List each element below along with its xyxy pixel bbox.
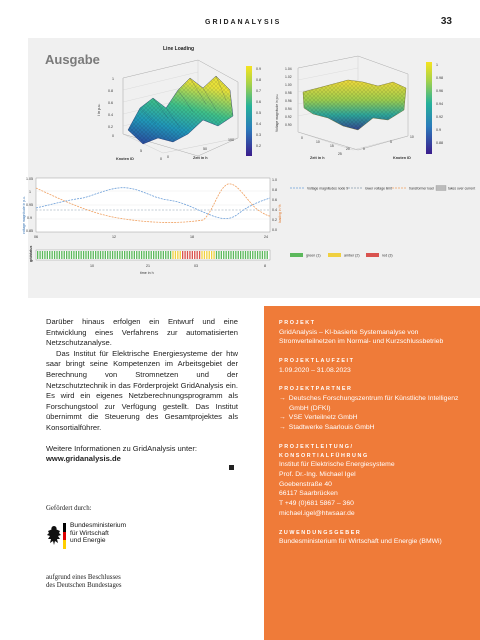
status-legend-label: red (3) [382, 253, 393, 258]
paragraph-2: Das Institut für Elektrische Energiesysteme der htw saar bringt seine Kompetenzen im Arbeitsgebiet der Berechnung von Stromnetzen und der Netzschutztechnik in das Förderprojekt GridAnalysis ein. Es wird ein eigenes Netzberechnungsprogramm als Forschungstool zur Verfügung gestellt. Das Institut übernimmt die Steuerung des Gesamtprojektes als Konsortialführer. [46, 348, 238, 432]
sponsor-label: Gefördert durch: [46, 505, 92, 512]
status-bar [44, 251, 45, 259]
ministry-line: für Wirtschaft [70, 529, 109, 537]
bmwi-logo [46, 521, 166, 571]
x-tick: 24 [264, 235, 268, 239]
x-tick: 03 [194, 264, 198, 268]
colorbar-tick: 0.5 [256, 111, 261, 115]
z-tick: 1.00 [285, 83, 292, 87]
status-bar [68, 251, 69, 259]
status-bar [56, 251, 57, 259]
x-tick: 8 [264, 264, 266, 268]
status-bar [73, 251, 74, 259]
y-tick-left: 1 [29, 190, 31, 194]
lead-email[interactable]: michael.igel@htwsaar.de [279, 510, 355, 518]
x-tick: 20 [346, 147, 350, 151]
status-bar [59, 251, 60, 259]
status-bar [153, 251, 154, 259]
eagle-icon [46, 523, 62, 553]
status-bar [211, 251, 212, 259]
x-tick: 0 [160, 157, 162, 161]
status-bar [151, 251, 152, 259]
status-bar [158, 251, 159, 259]
body-text [46, 317, 238, 465]
status-legend-label: amber (2) [344, 253, 360, 258]
colorbar-tick: 0.3 [256, 133, 261, 137]
status-bar [233, 251, 234, 259]
y-tick-right: 0.6 [272, 198, 277, 202]
right-y-label: Knoten ID [393, 156, 411, 160]
page-number: 33 [440, 16, 452, 27]
line-chart-y-label-right: loading in % [278, 204, 282, 223]
z-tick: 0.90 [285, 123, 292, 127]
arrow-right-icon: → [279, 394, 286, 402]
y-tick: 5 [390, 140, 392, 144]
status-bar [155, 251, 156, 259]
status-bar [245, 251, 246, 259]
sponsor-block [46, 505, 226, 590]
arrow-right-icon: → [279, 414, 286, 422]
status-bar [182, 251, 183, 259]
line-loading-plot [97, 46, 261, 161]
voltage-loading-line-chart [22, 177, 282, 239]
status-legend [290, 253, 393, 258]
status-bar [267, 251, 268, 259]
status-bar [143, 251, 144, 259]
status-bar [54, 251, 55, 259]
partner-item [279, 394, 466, 414]
ministry-line: Bundesministerium [70, 522, 127, 529]
status-bar [252, 251, 253, 259]
project-title: PROJEKT [279, 320, 316, 326]
status-bar [71, 251, 72, 259]
german-flag [63, 523, 66, 549]
partner-name: Deutsches Forschungszentrum für Künstliche Intelligenz GmbH (DFKI) [288, 394, 459, 412]
colorbar-tick: 0.9 [436, 128, 441, 132]
z-tick: 1.04 [285, 67, 292, 71]
z-tick: 0.98 [285, 91, 292, 95]
status-bar [81, 251, 82, 259]
status-bar [134, 251, 135, 259]
status-bar [238, 251, 239, 259]
status-bar [216, 251, 217, 259]
colorbar-tick: 0.94 [436, 102, 443, 106]
funder-title: ZUWENDUNGSGEBER [279, 529, 362, 536]
partner-name: Stadtwerke Saarlouis GmbH [288, 424, 375, 432]
status-bar [226, 251, 227, 259]
status-bar [199, 251, 200, 259]
status-x-label: time in h [140, 271, 154, 275]
status-bar [175, 251, 176, 259]
partners-list [279, 394, 466, 433]
status-bar [184, 251, 185, 259]
status-bar [37, 251, 38, 259]
status-bar [126, 251, 127, 259]
z-tick: 0.8 [108, 89, 113, 93]
status-bar [88, 251, 89, 259]
reason-line: aufgrund eines Beschlusses [46, 574, 121, 581]
status-bar [259, 251, 260, 259]
status-bar [141, 251, 142, 259]
status-bar [146, 251, 147, 259]
x-tick: 10 [316, 140, 320, 144]
status-bar [124, 251, 125, 259]
lead-title-2: KONSORTIALFÜHRUNG [279, 452, 369, 459]
status-bar [262, 251, 263, 259]
y-tick-left: 0.85 [26, 229, 33, 233]
status-bar [242, 251, 243, 259]
more-info-text: Weitere Informationen zu GridAnalysis unter: [46, 443, 197, 453]
left-y-label: Zeit in h [193, 156, 208, 160]
status-bar [201, 251, 202, 259]
status-bar [189, 251, 190, 259]
status-bar [129, 251, 130, 259]
status-bar [264, 251, 265, 259]
status-bar [100, 251, 101, 259]
status-bar [131, 251, 132, 259]
z-tick: 0.2 [108, 125, 113, 129]
duration-value: 1.09.2020 – 31.08.2023 [279, 366, 351, 374]
status-bar [221, 251, 222, 259]
status-bar [197, 251, 198, 259]
status-bar [114, 251, 115, 259]
voltage-magnitude-plot [275, 56, 443, 160]
colorbar-tick: 0.7 [256, 89, 261, 93]
status-bar [47, 251, 48, 259]
reason-line: des Deutschen Bundestages [46, 582, 122, 590]
funder-value: Bundesministerium für Wirtschaft und Energie (BMWi) [279, 538, 442, 546]
y-tick: 50 [203, 147, 207, 151]
status-bar [255, 251, 256, 259]
legend-label: takes over current [448, 186, 476, 191]
x-tick: 25 [338, 152, 342, 156]
x-tick: 21 [146, 264, 150, 268]
status-bar [107, 251, 108, 259]
status-bar [117, 251, 118, 259]
project-info-sidebar [264, 306, 480, 640]
z-tick: 1 [112, 77, 114, 81]
left-colorbar [246, 66, 252, 156]
y-tick-right: 0.4 [272, 208, 277, 212]
status-bar [160, 251, 161, 259]
x-tick: 12 [112, 235, 116, 239]
lead-title: PROJEKTLEITUNG/ [279, 444, 354, 451]
figure-section-label: Ausgabe [45, 52, 100, 67]
status-bar [187, 251, 188, 259]
colorbar-tick: 0.8 [256, 78, 261, 82]
right-x-label: Zeit in h [310, 156, 325, 160]
x-tick: 06 [34, 235, 38, 239]
page-header [0, 0, 480, 38]
y-tick: 0 [167, 155, 169, 159]
status-bar [170, 251, 171, 259]
colorbar-tick: 0.98 [436, 76, 443, 80]
arrow-right-icon: → [279, 424, 286, 432]
status-bar [230, 251, 231, 259]
lead-line: Goebenstraße 40 [279, 480, 332, 488]
status-bar [122, 251, 123, 259]
z-tick: 0 [112, 134, 114, 138]
partner-item [279, 413, 466, 423]
status-bar [110, 251, 111, 259]
paragraph-1: Darüber hinaus erfolgen ein Entwurf und eine Entwicklung eines Verfahrens zur automatisierten Netzschutzanalyse. [46, 317, 238, 348]
z-tick: 0.6 [108, 101, 113, 105]
status-bar [228, 251, 229, 259]
lead-contact [279, 460, 466, 519]
status-bar [206, 251, 207, 259]
colorbar-tick: 0.88 [436, 141, 443, 145]
status-bar [172, 251, 173, 259]
line-loading-title: Line Loading [163, 46, 195, 52]
status-bar [163, 251, 164, 259]
status-bar [85, 251, 86, 259]
status-bar [64, 251, 65, 259]
status-bar [66, 251, 67, 259]
z-tick: 0.96 [285, 99, 292, 103]
partner-name: VSE Verteilnetz GmbH [288, 414, 358, 422]
line-chart-y-label-left: voltage magnitude in p.u. [22, 196, 26, 234]
x-tick: 0 [301, 136, 303, 140]
status-y-label: gridstatus [29, 245, 33, 262]
x-tick: 18 [190, 235, 194, 239]
status-bar [209, 251, 210, 259]
y-tick-right: 0.2 [272, 218, 277, 222]
lead-phone: T +49 (0)681 5867 – 360 [279, 500, 354, 508]
legend-label: Voltage magnitudes node 9 [307, 186, 349, 191]
y-tick: 0 [363, 147, 365, 151]
status-bar [139, 251, 140, 259]
y-tick-left: 1.05 [26, 177, 33, 181]
status-bar [235, 251, 236, 259]
end-mark [229, 465, 234, 470]
figure-panel [22, 38, 480, 298]
status-legend-label: green (1) [306, 253, 321, 258]
colorbar-tick: 0.92 [436, 115, 443, 119]
status-bar [136, 251, 137, 259]
ministry-name [70, 522, 126, 545]
status-bar [165, 251, 166, 259]
status-bar [78, 251, 79, 259]
lead-line: 66117 Saarbrücken [279, 490, 338, 498]
right-z-label: Voltage magnitude in p.u. [275, 93, 279, 132]
partners-title: PROJEKTPARTNER [279, 386, 353, 393]
status-bar [240, 251, 241, 259]
legend-label: lower voltage limit [365, 186, 392, 191]
y-tick-right: 1.0 [272, 178, 277, 182]
ministry-line: und Energie [70, 537, 106, 545]
status-bar [76, 251, 77, 259]
status-bar [39, 251, 40, 259]
status-bar [97, 251, 98, 259]
legend-label: transformer load [409, 186, 434, 191]
status-bar [112, 251, 113, 259]
z-tick: 0.94 [285, 107, 292, 111]
z-tick: 0.4 [108, 113, 113, 117]
status-bar [90, 251, 91, 259]
project-description: GridAnalysis – KI-basierte Systemanalyse von Stromverteilnetzen im Normal- und Kurzschlussbetrieb [279, 328, 444, 346]
status-bar [168, 251, 169, 259]
grid-status-strip [29, 245, 270, 275]
status-bar [204, 251, 205, 259]
status-bar [177, 251, 178, 259]
x-tick: 10 [90, 264, 94, 268]
status-bar [218, 251, 219, 259]
y-tick: 100 [228, 138, 234, 142]
status-bar [83, 251, 84, 259]
y-tick: 10 [410, 135, 414, 139]
status-bar [61, 251, 62, 259]
left-x-label: Knoten ID [116, 157, 134, 161]
colorbar-tick: 0.2 [256, 144, 261, 148]
status-bar [180, 251, 181, 259]
status-bar [247, 251, 248, 259]
y-tick-left: 0.9 [27, 216, 32, 220]
journal-name: GRIDANALYSIS [205, 19, 282, 26]
status-bar [223, 251, 224, 259]
colorbar-tick: 0.6 [256, 100, 261, 104]
status-bar [42, 251, 43, 259]
lead-line: Institut für Elektrische Energiesysteme [279, 461, 395, 469]
status-bar [250, 251, 251, 259]
colorbar-tick: 1 [436, 63, 438, 67]
duration-title: PROJEKTLAUFZEIT [279, 358, 355, 365]
status-bar [93, 251, 94, 259]
funding-reason [46, 574, 122, 590]
status-bar [192, 251, 193, 259]
status-bar [119, 251, 120, 259]
z-tick: 0.92 [285, 115, 292, 119]
colorbar-tick: 0.9 [256, 67, 261, 71]
x-tick: 5 [140, 149, 142, 153]
colorbar-tick: 0.96 [436, 89, 443, 93]
y-tick-right: 0.0 [272, 228, 277, 232]
status-bar [194, 251, 195, 259]
status-bar [148, 251, 149, 259]
status-bar [105, 251, 106, 259]
website-link[interactable]: www.gridanalysis.de [46, 454, 121, 464]
y-tick-right: 0.8 [272, 188, 277, 192]
partner-item [279, 423, 466, 433]
colorbar-tick: 0.4 [256, 122, 261, 126]
status-bar [257, 251, 258, 259]
left-z-label: I in p.u. [97, 103, 101, 116]
figure-svg [22, 38, 480, 298]
status-bar [52, 251, 53, 259]
x-tick: 15 [330, 144, 334, 148]
status-bar [102, 251, 103, 259]
lead-line: Prof. Dr.-Ing. Michael Igel [279, 470, 356, 478]
status-bar [49, 251, 50, 259]
z-tick: 1.02 [285, 75, 292, 79]
line-chart-legend [290, 186, 475, 191]
status-bar [95, 251, 96, 259]
right-colorbar [426, 62, 432, 154]
status-bar [213, 251, 214, 259]
y-tick-left: 0.95 [26, 203, 33, 207]
